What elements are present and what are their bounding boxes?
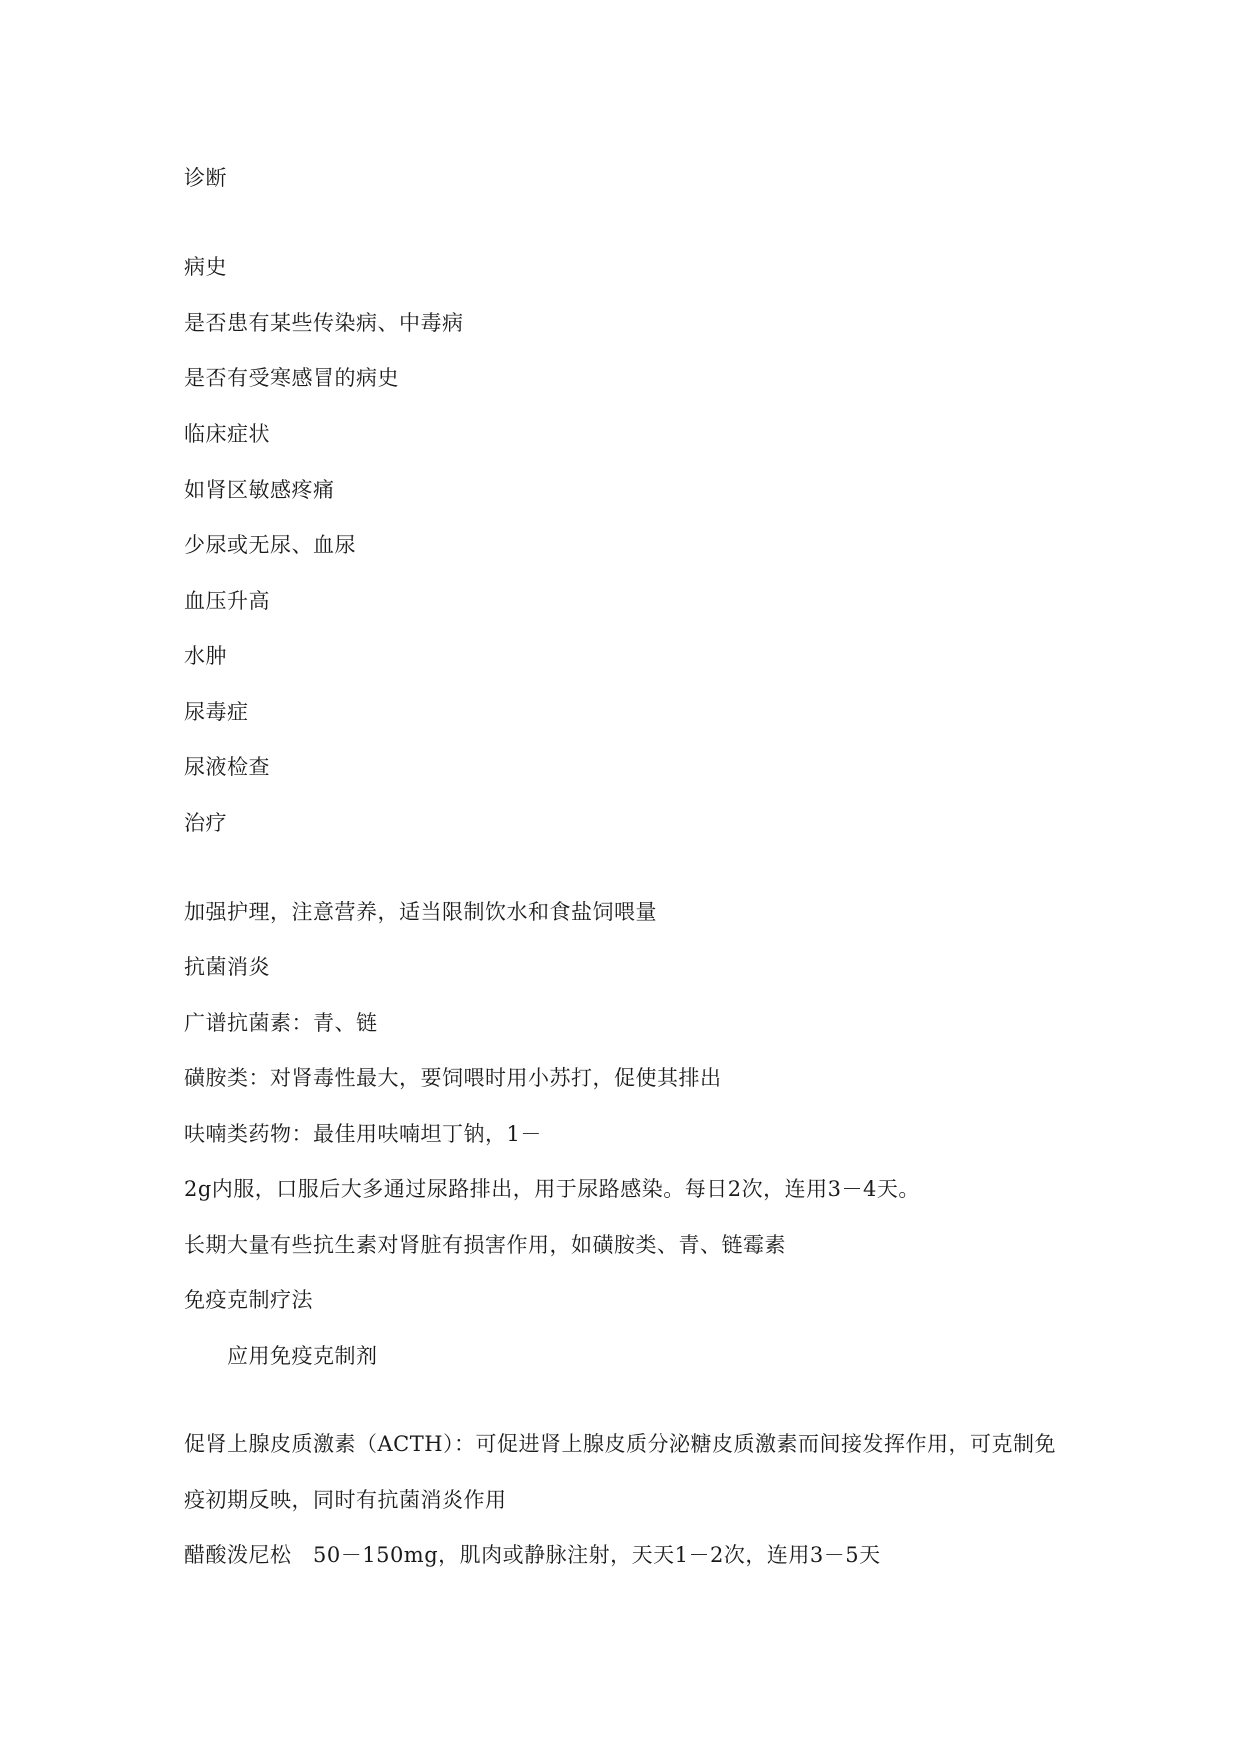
text-line: 疫初期反映，同时有抗菌消炎作用	[184, 1488, 507, 1512]
text-line: 长期大量有些抗生素对肾脏有损害作用，如磺胺类、青、链霉素	[184, 1233, 786, 1257]
text-line: 呋喃类药物：最佳用呋喃坦丁钠，1－	[184, 1122, 542, 1146]
text-line: 尿液检查	[184, 755, 270, 779]
subheading-history: 病史	[184, 255, 227, 279]
text-line: 少尿或无尿、血尿	[184, 533, 356, 557]
subheading-antibacterial: 抗菌消炎	[184, 955, 270, 979]
text-line: 血压升高	[184, 589, 270, 613]
text-line: 水肿	[184, 644, 227, 668]
section-heading-diagnosis: 诊断	[184, 166, 227, 190]
text-line: 尿毒症	[184, 700, 249, 724]
text-line: 广谱抗菌素：青、链	[184, 1011, 378, 1035]
text-line: 促肾上腺皮质激素（ACTH）：可促进肾上腺皮质分泌糖皮质激素而间接发挥作用，可克制免	[184, 1432, 1057, 1456]
section-heading-treatment: 治疗	[184, 811, 227, 835]
text-line-indented: 应用免疫克制剂	[227, 1344, 378, 1368]
text-line: 醋酸泼尼松 50－150mg，肌肉或静脉注射，天天1－2次，连用3－5天	[184, 1543, 881, 1567]
text-line: 2g内服，口服后大多通过尿路排出，用于尿路感染。每日2次，连用3－4天。	[184, 1177, 920, 1201]
text-line: 磺胺类：对肾毒性最大，要饲喂时用小苏打，促使其排出	[184, 1066, 722, 1090]
text-line: 如肾区敏感疼痛	[184, 478, 335, 502]
subheading-symptoms: 临床症状	[184, 422, 270, 446]
text-line: 是否患有某些传染病、中毒病	[184, 311, 464, 335]
text-line: 是否有受寒感冒的病史	[184, 366, 399, 390]
subheading-immunosuppression: 免疫克制疗法	[184, 1288, 313, 1312]
text-line: 加强护理，注意营养，适当限制饮水和食盐饲喂量	[184, 900, 657, 924]
